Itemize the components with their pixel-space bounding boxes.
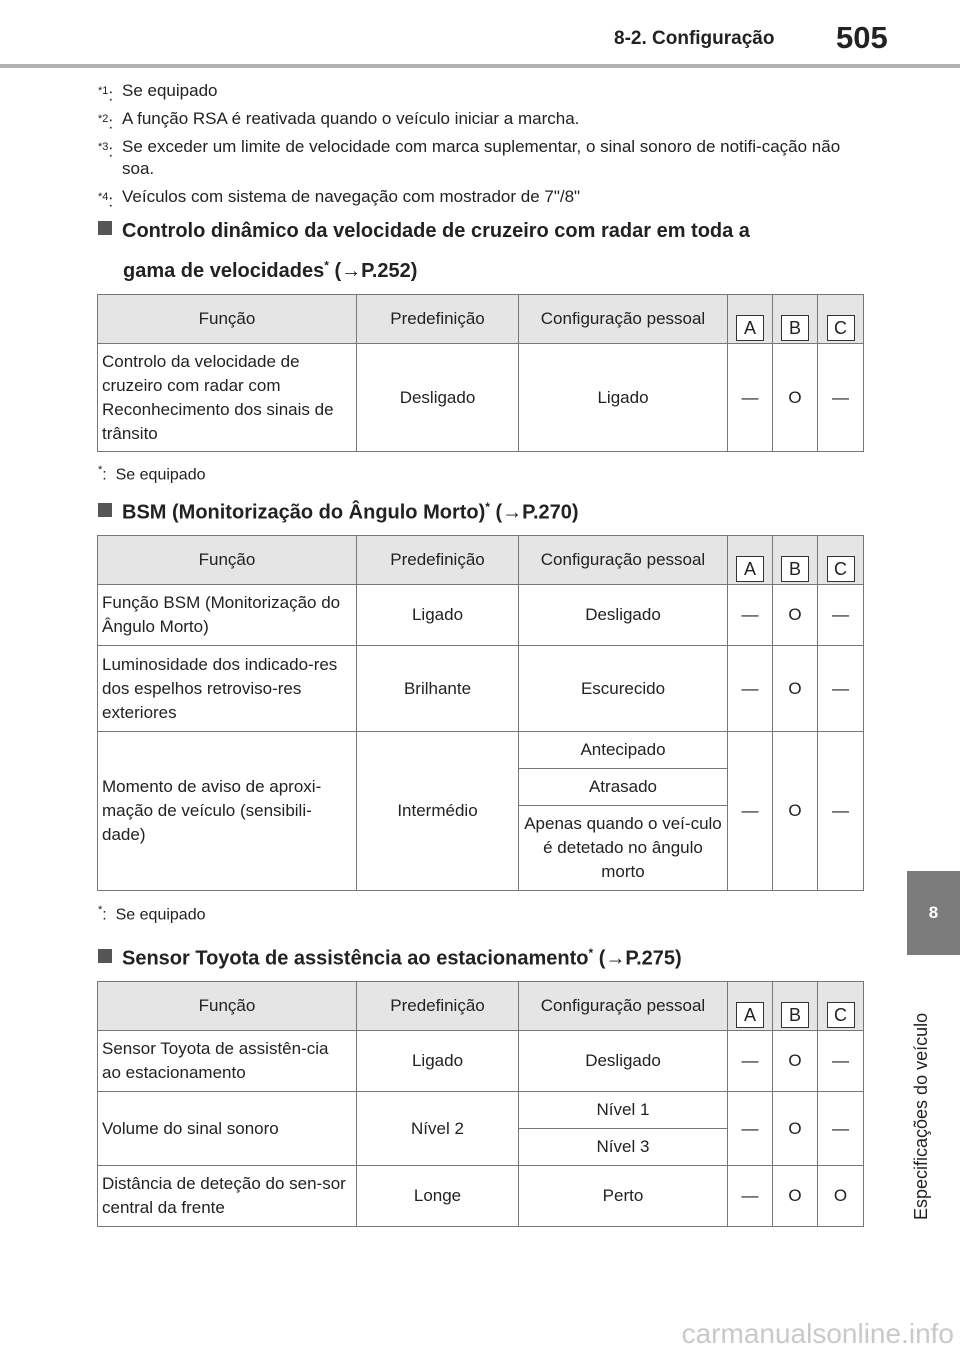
cell-c: — [818, 585, 864, 646]
cell-b: O [773, 732, 818, 891]
cell-a: — [728, 646, 773, 732]
asterisk-mark: * [485, 500, 490, 514]
col-a [728, 295, 773, 344]
cell-pessoal: Ligado [519, 344, 728, 452]
cell-pessoal: Desligado [519, 585, 728, 646]
cell-predef: Intermédio [357, 732, 519, 891]
cell-a: — [728, 585, 773, 646]
table-header-row [98, 982, 864, 1031]
cell-pessoal-option: Apenas quando o veí-culo é detetado no ângulo morto [519, 806, 728, 891]
section-title-text: Sensor Toyota de assistência ao estacionamento [122, 947, 589, 970]
badge-b: B [781, 1002, 809, 1028]
settings-table-cruise-control [97, 294, 864, 452]
asterisk-mark: * [588, 946, 594, 960]
cell-a: — [728, 732, 773, 891]
page-reference-link[interactable]: (→P.252) [334, 259, 418, 282]
cell-c: — [818, 1031, 864, 1092]
cell-pessoal-option: Antecipado [519, 732, 728, 769]
section-title-bsm [98, 490, 579, 530]
cell-funcao: Luminosidade dos indicado-res dos espelhos retroviso-res exteriores [98, 646, 357, 732]
cell-funcao: Função BSM (Monitorização do Ângulo Morto) [98, 585, 357, 646]
cell-c: — [818, 1092, 864, 1166]
col-pessoal: Configuração pessoal [519, 536, 728, 585]
section-title-parking-sensor [98, 936, 682, 976]
col-funcao: Função [98, 982, 357, 1031]
cell-funcao: Volume do sinal sonoro [98, 1092, 357, 1166]
table-row [98, 732, 864, 769]
page-number: 505 [836, 20, 888, 55]
col-c [818, 982, 864, 1031]
badge-a: A [736, 315, 764, 341]
table-row [98, 344, 864, 452]
cell-pessoal: Escurecido [519, 646, 728, 732]
col-a [728, 982, 773, 1031]
table-header-row [98, 536, 864, 585]
badge-b: B [781, 315, 809, 341]
chapter-label: Especificações do veículo [911, 1012, 931, 1220]
section-title-text: BSM (Monitorização do Ângulo Morto) [122, 501, 486, 524]
footnote-mark: $^{*1}$: [98, 85, 114, 105]
cell-funcao: Momento de aviso de aproxi-mação de veículo (sensibili-dade) [98, 732, 357, 891]
cell-b: O [773, 1031, 818, 1092]
footer-watermark: carmanualsonline.info [681, 1318, 954, 1349]
cell-predef: Brilhante [357, 646, 519, 732]
col-b [773, 982, 818, 1031]
footnote-text: Se equipado [122, 81, 218, 100]
table-row [98, 1092, 864, 1129]
cell-c: — [818, 344, 864, 452]
col-c [818, 536, 864, 585]
footnote-mark: $^{*2}$: [98, 113, 114, 133]
cell-predef: Nível 2 [357, 1092, 519, 1166]
cell-pessoal-option: Nível 3 [519, 1129, 728, 1166]
table-row [98, 585, 864, 646]
col-predef: Predefinição [357, 982, 519, 1031]
col-pessoal: Configuração pessoal [519, 982, 728, 1031]
cell-pessoal-option: Atrasado [519, 769, 728, 806]
cell-b: O [773, 646, 818, 732]
cell-funcao: Distância de deteção do sen-sor central da frente [98, 1166, 357, 1227]
footnote-text: A função RSA é reativada quando o veículo iniciar a marcha. [122, 109, 580, 128]
cell-b: O [773, 344, 818, 452]
cell-c: — [818, 732, 864, 891]
cell-b: O [773, 1092, 818, 1166]
settings-table-bsm [97, 535, 864, 891]
settings-table-parking-sensor [97, 981, 864, 1227]
badge-c: C [827, 1002, 855, 1028]
col-predef: Predefinição [357, 536, 519, 585]
bullet-square-icon [98, 949, 112, 963]
bullet-square-icon [98, 503, 112, 517]
cell-predef: Longe [357, 1166, 519, 1227]
bullet-square-icon [98, 221, 112, 235]
badge-c: C [827, 315, 855, 341]
cell-funcao: Sensor Toyota de assistên-cia ao estacionamento [98, 1031, 357, 1092]
cell-predef: Desligado [357, 344, 519, 452]
cell-pessoal: Perto [519, 1166, 728, 1227]
asterisk-mark: * [324, 258, 329, 272]
footnote-mark: $^{*4}$: [98, 191, 114, 211]
footnote-1 [98, 80, 862, 107]
table-note: *: Se equipado [98, 904, 206, 924]
col-funcao: Função [98, 536, 357, 585]
cell-a: — [728, 1166, 773, 1227]
footnote-3 [98, 136, 857, 180]
col-c [818, 295, 864, 344]
badge-b: B [781, 556, 809, 582]
asterisk-mark: * [98, 904, 103, 916]
table-header-row [98, 295, 864, 344]
header-section-title: 8-2. Configuração [614, 28, 775, 49]
col-pessoal: Configuração pessoal [519, 295, 728, 344]
chapter-tab[interactable]: 8 [907, 871, 960, 955]
col-b [773, 536, 818, 585]
table-row [98, 1166, 864, 1227]
table-row [98, 1031, 864, 1092]
cell-c: O [818, 1166, 864, 1227]
note-text: Se equipado [115, 906, 206, 924]
note-text: Se equipado [115, 466, 206, 484]
badge-c: C [827, 556, 855, 582]
cell-predef: Ligado [357, 1031, 519, 1092]
cell-b: O [773, 1166, 818, 1227]
section-title-line2: gama de velocidades [123, 259, 325, 282]
badge-a: A [736, 556, 764, 582]
cell-predef: Ligado [357, 585, 519, 646]
page-reference-link[interactable]: (→P.275) [598, 947, 682, 970]
table-note: *: Se equipado [98, 464, 206, 484]
header-rule [0, 64, 960, 68]
page-reference-link[interactable]: (→P.270) [495, 501, 579, 524]
footnote-mark: $^{*3}$: [98, 141, 114, 161]
cell-a: — [728, 344, 773, 452]
cell-a: — [728, 1092, 773, 1166]
section-title-line1: Controlo dinâmico da velocidade de cruzeiro com radar em toda a [122, 220, 750, 242]
cell-pessoal: Desligado [519, 1031, 728, 1092]
col-a [728, 536, 773, 585]
col-funcao: Função [98, 295, 357, 344]
footnote-text: Veículos com sistema de navegação com mostrador de 7"/8" [122, 187, 581, 206]
section-title-cruise-control [98, 214, 750, 288]
cell-c: — [818, 646, 864, 732]
cell-b: O [773, 585, 818, 646]
asterisk-mark: * [98, 464, 103, 476]
table-row [98, 646, 864, 732]
cell-funcao: Controlo da velocidade de cruzeiro com radar com Reconhecimento dos sinais de trânsito [98, 344, 357, 452]
footnote-text: Se exceder um limite de velocidade com marca suplementar, o sinal sonoro de notifi-cação não soa. [122, 137, 841, 178]
cell-a: — [728, 1031, 773, 1092]
col-b [773, 295, 818, 344]
footnote-4 [98, 186, 862, 213]
badge-a: A [736, 1002, 764, 1028]
cell-pessoal-option: Nível 1 [519, 1092, 728, 1129]
footnote-2 [98, 108, 862, 135]
col-predef: Predefinição [357, 295, 519, 344]
